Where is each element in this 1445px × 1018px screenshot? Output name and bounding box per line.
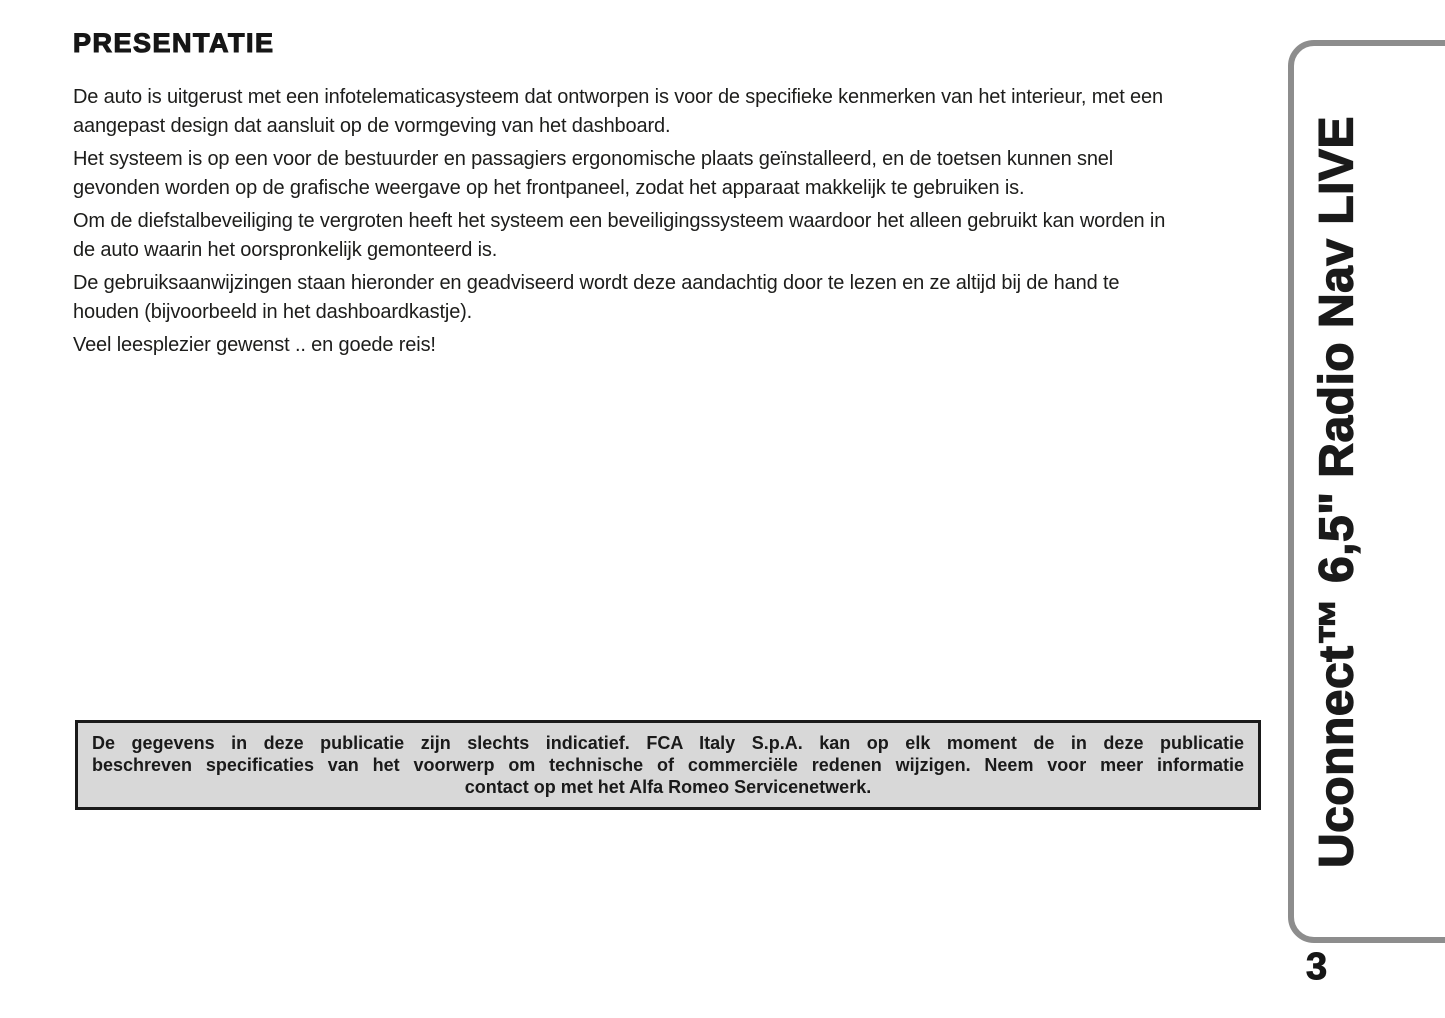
paragraph-instructions <box>73 269 1258 327</box>
disclaimer-line: De gegevens in deze publicatie zijn slechts indicatief. FCA Italy S.p.A. kan op elk moment de in deze publicatie <box>92 733 1244 753</box>
disclaimer-line: contact op met het Alfa Romeo Servicenetwerk. <box>464 777 872 797</box>
paragraph-line: aangepast design dat aansluit op de vormgeving van het dashboard. <box>73 115 671 137</box>
page-number: 3 <box>1306 946 1328 988</box>
paragraph-line: Veel leesplezier gewenst .. en goede reis! <box>73 334 436 356</box>
chapter-tab-title: Uconnect™ 6,5" Radio Nav LIVE <box>1310 115 1364 868</box>
paragraph-line: de auto waarin het oorspronkelijk gemonteerd is. <box>73 239 498 261</box>
paragraph-line: De gebruiksaanwijzingen staan hieronder en geadviseerd wordt deze aandachtig door te lezen en ze altijd bij de hand te <box>73 272 1120 294</box>
paragraph-line: houden (bijvoorbeeld in het dashboardkastje). <box>73 301 473 323</box>
page-title: PRESENTATIE <box>73 28 275 58</box>
paragraph-ergonomics <box>73 145 1258 203</box>
paragraph-line: Om de diefstalbeveiliging te vergroten heeft het systeem een beveiligingssysteem waardoor het alleen gebruikt kan worden in <box>73 210 1166 232</box>
disclaimer-box <box>75 720 1261 810</box>
paragraph-line: gevonden worden op de grafische weergave op het frontpaneel, zodat het apparaat makkelijk te gebruiken is. <box>73 177 1025 199</box>
paragraph-security <box>73 207 1258 265</box>
paragraph-closing <box>73 331 1258 360</box>
main-content <box>73 28 1258 364</box>
chapter-tab <box>1288 40 1445 943</box>
paragraph-line: De auto is uitgerust met een infotelematicasysteem dat ontworpen is voor de specifieke kenmerken van het interieur, met een <box>73 86 1163 108</box>
paragraph-intro <box>73 83 1258 141</box>
disclaimer-line: beschreven specificaties van het voorwerp om technische of commerciële redenen wijzigen. Neem voor meer informatie <box>92 755 1244 775</box>
paragraph-line: Het systeem is op een voor de bestuurder en passagiers ergonomische plaats geïnstalleerd, en de toetsen kunnen snel <box>73 148 1114 170</box>
